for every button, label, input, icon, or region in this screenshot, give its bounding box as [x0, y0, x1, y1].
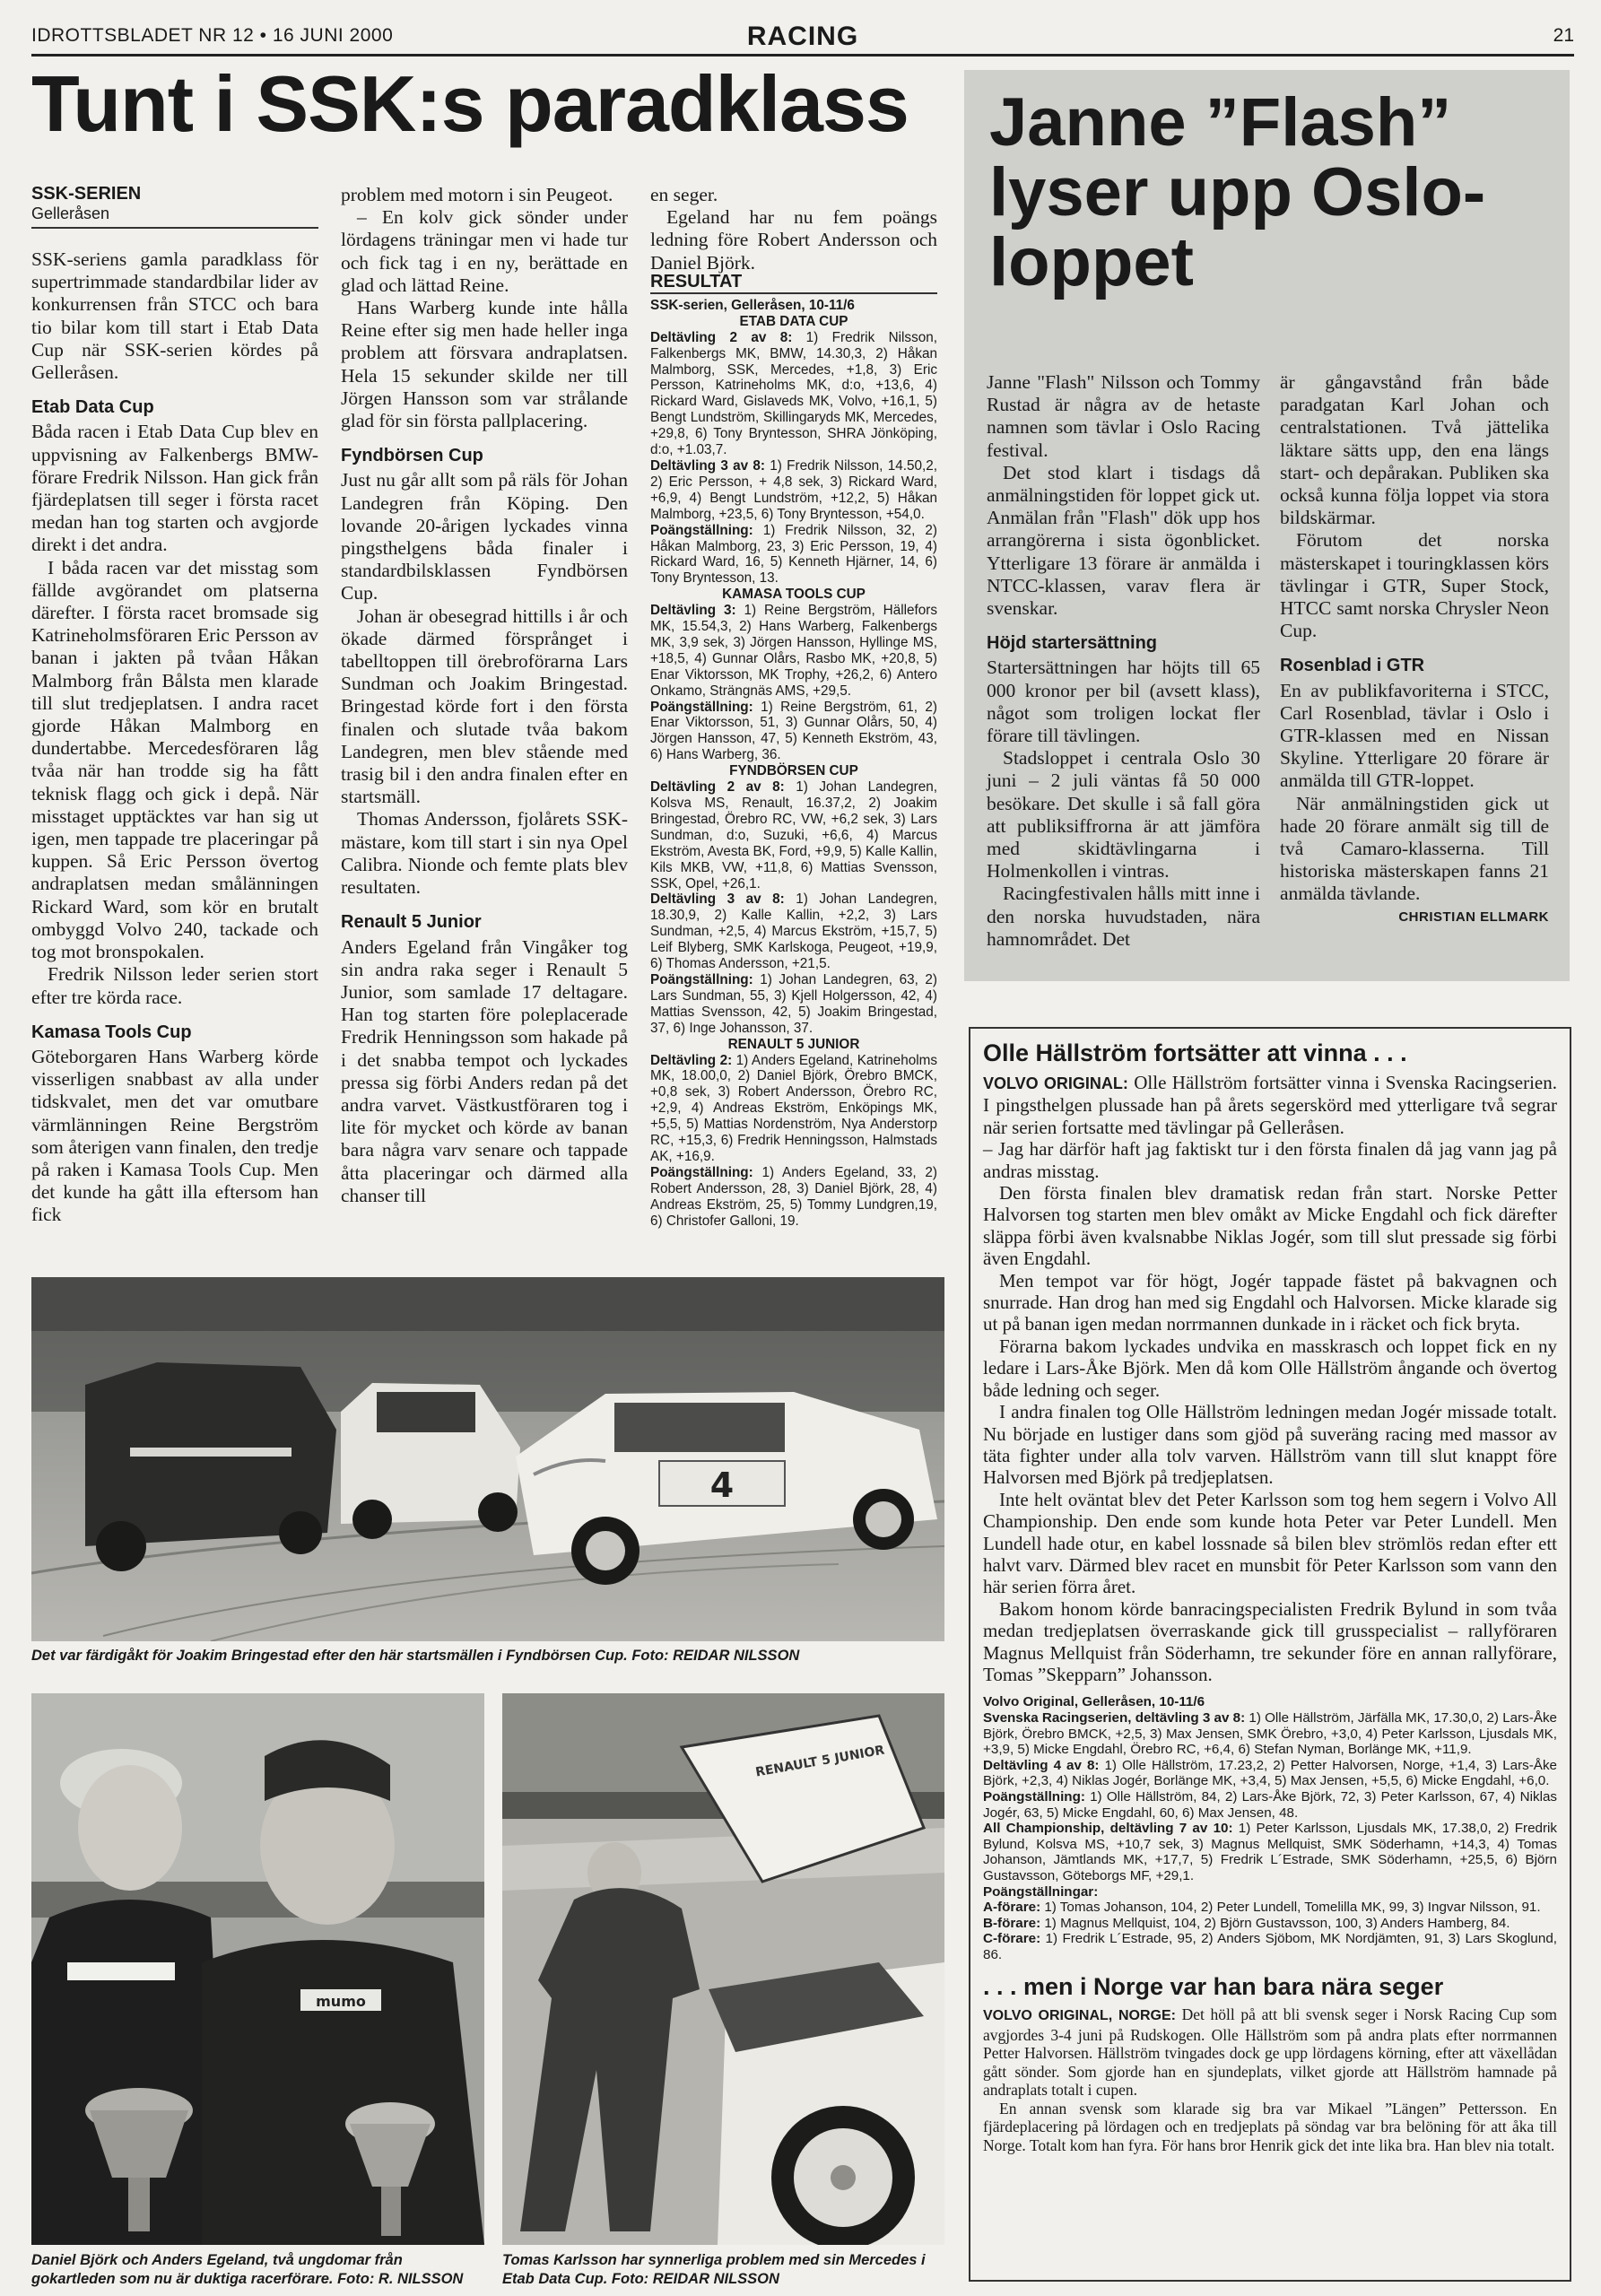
results-table	[650, 262, 937, 1229]
janne-article	[964, 70, 1570, 981]
olle-paragraph: En annan svensk som klarade sig bra var Mikael ”Längen” Pettersson. En fjärdeplacering på lördagen och en tredjeplats på söndag var bra belöning för att åka till Norge. Totalt kom han fyra. För hans bror Henrik gick det inte lika bra. Han blev nia totalt.	[983, 2099, 1557, 2154]
janne-paragraph: När anmälningstiden gick ut hade 20 förare anmält sig till de två Camaro-klasserna. Till historiska mästerskapen fanns 21 anmälda tävlande.	[1280, 792, 1549, 905]
ssk-paragraph: Båda racen i Etab Data Cup blev en uppvisning av Falkenbergs BMW-förare Fredrik Nilsson. Han gick från fjärdeplatsen till seger i första racet medan han tog starten och avgjorde direkt i det andra.	[31, 421, 319, 556]
masthead-issue: IDROTTSBLADET NR 12 • 16 JUNI 2000	[31, 25, 394, 46]
olle-title: Olle Hällström fortsätter att vinna . . .	[983, 1039, 1407, 1066]
olle-paragraph: Förarna bakom lyckades undvika en masskrasch och loppet fick en ny ledare i Lars-Åke Björk. Men då kom Olle Hällström ångande och övertog både ledning och seger.	[983, 1335, 1557, 1401]
hood-plate-label: RENAULT 5 JUNIOR	[754, 1743, 886, 1780]
results-class: ETAB DATA CUP	[739, 313, 848, 329]
drivers-photo	[31, 1693, 484, 2245]
ssk-column-3	[650, 184, 937, 274]
results-entry: A-förare: 1) Tomas Johanson, 104, 2) Peter Lundell, Tomelilla MK, 99, 3) Ingvar Nilsson, 91.	[983, 1900, 1541, 1916]
ssk-paragraph: Anders Egeland från Vingåker tog sin andra raka seger i Renault 5 Junior, som samlade 17 deltagare. Han tog starten före poleplacerade Fredrik Henningsson som hakade på i det snabba tempot och lyckades pressa sig förbi Anders redan på det andra varvet. Västkustföraren tog i lite för mycket och körde av banan bara några varv senare och tappade åtta placeringar och därmed alla chanser till	[341, 935, 628, 1206]
results-entry: Deltävling 2 av 8: 1) Johan Landegren, Kolsva MS, Renault, 16.37,2, 2) Joakim Bringestad, Örebro RC, VW, +6,2 sek, 3) Lars Sundman, d:o, Suzuki, +6,6, 4) Marcus Ekström, Avesta BK, Ford, +9,9, 5) Kalle Kallin, Kils MKB, VW, +11,8, 6) Mattias Svensson, SSK, Opel, +26,1.	[650, 779, 937, 891]
janne-subhead-rosenblad: Rosenblad i GTR	[1280, 656, 1425, 676]
janne-paragraph: Det stod klart i tisdags då anmälningstiden för loppet gick ut. Anmälan från "Flash" dök upp hos arrangörerna i sista ögonblicket. Ytterligare 13 förare är anmälda i NTCC-klassen, varav flera är svenskar.	[987, 461, 1260, 620]
ssk-column-1	[31, 184, 318, 1227]
results-entry: B-förare: 1) Magnus Mellquist, 104, 2) Björn Gustavsson, 100, 3) Anders Hamberg, 84.	[983, 1915, 1510, 1931]
mechanic-photo-image	[502, 1693, 944, 2245]
janne-paragraph: Janne "Flash" Nilsson och Tommy Rustad är några av de hetaste namnen som tävlar i Oslo Racing festival.	[987, 371, 1260, 461]
results-entry: Poängställningar:	[983, 1883, 1099, 1900]
results-entry: Poängställning: 1) Anders Egeland, 33, 2) Robert Andersson, 28, 3) Daniel Björk, 28, 4) Andreas Ekström, 25, 5) Tommy Lundgren,19, 6) Christofer Galloni, 19.	[650, 1164, 937, 1229]
janne-headline: Janne ”Flash” lyser upp Oslo-loppet	[989, 84, 1486, 300]
ssk-paragraph: Thomas Andersson, fjolårets SSK-mästare, kom till start i sin nya Opel Calibra. Nionde och femte plats blev resultaten.	[341, 808, 628, 899]
results-entry: All Championship, deltävling 7 av 10: 1) Peter Karlsson, Ljusdals MK, 17.38,0, 2) Fredrik Bylund, Kolsva MS, +10,7 sek, 3) Magnus Mellquist, SMK Söderhamn, +14,3, 4) Tomas Johanson, Jämtlands MK, +17,7, 5) Fredrik L´Estrade, SMK Söderhamn, +25,5, 6) Björn Gustavsson, Göteborgs MF, +29,1.	[983, 1821, 1557, 1883]
ssk-paragraph: Just nu går allt som på räls för Johan Landegren från Köping. Den lovande 20-årigen lyckades vinna pingsthelgens båda finaler i standardbilsklassen Fyndbörsen Cup.	[341, 469, 628, 604]
results-event: Volvo Original, Gelleråsen, 10-11/6	[983, 1694, 1205, 1710]
mechanic-photo-caption: Tomas Karlsson har synnerliga problem med sin Mercedes i Etab Data Cup. Foto: REIDAR NILSSON	[502, 2252, 926, 2287]
janne-paragraph: Stadsloppet i centrala Oslo 30 juni – 2 juli väntas få 50 000 besökare. Det skulle i så fall göra att publiksiffrorna är att jämföra med skidtävlingarna i Holmenkollen i vintras.	[987, 747, 1260, 883]
ssk-subhead-kamasa: Kamasa Tools Cup	[31, 1022, 192, 1042]
olle-body	[983, 1072, 1557, 1685]
ssk-column-2	[341, 184, 628, 1207]
olle-results	[983, 1694, 1557, 1962]
ssk-paragraph: problem med motorn i sin Peugeot.	[341, 184, 613, 205]
results-event: SSK-serien, Gelleråsen, 10-11/6	[650, 297, 855, 313]
olle-paragraph: I andra finalen tog Olle Hällström ledningen medan Jogér missade totalt. Nu började en lustiger dans som gjöd på suveräng racing med massor av täta fighter under alla tolv varven. Hällström vann till slut knappt före Halvorsen med Björk på tredjeplatsen.	[983, 1401, 1557, 1489]
ssk-kicker: SSK-SERIEN	[31, 184, 142, 204]
ssk-headline: Tunt i SSK:s paradklass	[31, 59, 909, 148]
olle-paragraph: Men tempot var för högt, Jogér tappade fästet på bakvagnen och snurrade. Han drog han med sig Engdahl och Halvorsen. Micke klarade sig ut på banan igen medan norrmannen dunkade in i räcket och fick bryta.	[983, 1269, 1557, 1335]
results-class: RENAULT 5 JUNIOR	[727, 1036, 860, 1052]
results-entry: Poängställning: 1) Reine Bergström, 61, 2) Enar Viktorsson, 51, 3) Gunnar Olårs, 50, 4) Jörgen Hansson, 47, 5) Kenneth Ekström, 43, 6) Hans Warberg, 36.	[650, 699, 937, 763]
race-photo	[31, 1277, 944, 1641]
ssk-paragraph: Fredrik Nilsson leder serien stort efter tre körda race.	[31, 963, 318, 1008]
results-entry: Poängställning: 1) Fredrik Nilsson, 32, 2) Håkan Malmborg, 23, 3) Eric Persson, 19, 4) Rickard Ward, 16, 5) Kenneth Hjärner, 14, 6) Tony Bryntesson, 13.	[650, 522, 937, 587]
janne-byline: CHRISTIAN ELLMARK	[1398, 909, 1549, 925]
race-photo-caption: Det var färdigåkt för Joakim Bringestad efter den här startsmällen i Fyndbörsen Cup. Foto: REIDAR NILSSON	[31, 1648, 800, 1664]
ssk-paragraph: Johan är obesegrad hittills i år och ökade därmed försprånget i tabelltoppen till örebroförarna Lars Sundman och Joakim Bringestad. Bringestad körde fort i den första finalen och slutade tvåa bakom Landegren, men blev stående med trasig bil i den andra finalen efter en startsmäll.	[341, 604, 628, 808]
janne-paragraph: Racingfestivalen hålls mitt inne i den norska huvudstaden, nära hamnområdet. Det	[987, 883, 1260, 950]
results-entry: Poängställning: 1) Olle Hällström, 84, 2) Lars-Åke Björk, 72, 3) Peter Karlsson, 67, 4) Niklas Jogér, 63, 5) Micke Engdahl, 60, 6) Max Jensen, 48.	[983, 1788, 1557, 1821]
janne-subhead-hojd: Höjd startersättning	[987, 633, 1158, 654]
janne-column-2	[1280, 371, 1549, 928]
section-title: RACING	[746, 22, 859, 51]
drivers-photo-image	[31, 1693, 484, 2245]
results-class: FYNDBÖRSEN CUP	[729, 763, 858, 779]
ssk-paragraph: Göteborgaren Hans Warberg körde visserligen snabbast av alla under tidskvalet, men det var omutbare värmlänningen Reine Bergström som återigen vann finalen, den tredje på raken i Kamasa Tools Cup. Men det kunde ha gått illa eftersom han fick	[31, 1045, 318, 1226]
ssk-paragraph: Egeland har nu fem poängs ledning före Robert Andersson och Daniel Björk.	[650, 206, 937, 274]
ssk-subhead-etab: Etab Data Cup	[31, 397, 154, 418]
results-class: KAMASA TOOLS CUP	[722, 587, 866, 603]
results-entry: Deltävling 3 av 8: 1) Johan Landegren, 18.30,9, 2) Kalle Kallin, +2,2, 3) Lars Sundman, +2,5, 4) Marcus Ekström, +15,7, 5) Leif Blyberg, SMK Karlskoga, Peugeot, +19,9, 6) Thomas Andersson, +21,5.	[650, 891, 937, 972]
mechanic-photo	[502, 1693, 944, 2245]
olle-norway-title: . . . men i Norge var han bara nära seger	[983, 1973, 1444, 2001]
olle-box	[969, 1027, 1571, 2282]
janne-column-1	[987, 371, 1260, 951]
olle-paragraph: VOLVO ORIGINAL: Olle Hällström fortsätter vinna i Svenska Racingserien. I pingsthelgen plussade han på årets segerskörd med ytterligare två segrar när serien fortsatte med tävlingar på Gelleråsen.	[983, 1072, 1557, 1138]
ssk-kicker-location: Gelleråsen	[31, 204, 318, 229]
olle-paragraph: VOLVO ORIGINAL, NORGE: Det höll på att bli svensk seger i Norsk Racing Cup som avgjordes 3-4 juni på Rudskogen. Olle Hällström som på andra plats efter norrmannen Petter Halvorsen. Hällström tvingades dock ge upp lördagens körning, efter att växellådan gått sönder. Som gjorde han en sjundeplats, vilket gjorde att Hällström hamnade på andraplats totalt i cupen.	[983, 2005, 1557, 2100]
olle-paragraph: Inte helt oväntat blev det Peter Karlsson som tog hem segern i Volvo All Championship. Den ende som kunde hota Peter var Peter Lundell. Men Lundell hade otur, en kabel lossnade så bilen blev strömlös redan efter ett halvt varv. Därmed blev racet en munsbit för Peter Karlsson som vann den här serien förra året.	[983, 1488, 1557, 1598]
masthead	[31, 22, 1574, 57]
ssk-paragraph: SSK-seriens gamla paradklass för supertrimmade standardbilar lider av konkurrensen från STCC och bara tio bilar kom till start i Etab Data Cup när SSK-serien kördes på Gelleråsen.	[31, 248, 318, 384]
results-entry: Deltävling 3: 1) Reine Bergström, Hällefors MK, 15.54,3, 2) Hans Warberg, Falkenbergs MK, 3,9 sek, 3) Jörgen Hansson, Hyllinge MS, +18,5, 4) Gunnar Olårs, Rasbo MK, +20,8, 5) Enar Viktorsson, MK Trophy, +26,2, 6) Antero Onkamo, Strängnäs AMS, +29,5.	[650, 603, 938, 699]
results-entry: Deltävling 4 av 8: 1) Olle Hällström, 17.23,2, 2) Petter Halvorsen, Norge, +1,4, 3) Lars-Åke Björk, +2,3, 4) Niklas Jogér, Borlänge MK, +3,4, 5) Max Jensen, +5,5, 6) Micke Engdahl, +6,0.	[983, 1757, 1557, 1789]
janne-paragraph: Förutom det norska mästerskapet i touringklassen körs tävlingar i GTR, Super Stock, HTCC samt norska Chrysler Neon Cup.	[1280, 529, 1549, 642]
drivers-photo-caption: Daniel Björk och Anders Egeland, två ungdomar från gokartleden som nu är duktiga racerförare. Foto: R. NILSSON	[31, 2252, 464, 2287]
ssk-paragraph: – En kolv gick sönder under lördagens träningar men vi hade tur och fick tag i en ny, berättade en glad och lättad Reine.	[341, 206, 628, 296]
results-entry: Deltävling 3 av 8: 1) Fredrik Nilsson, 14.50,2, 2) Eric Persson, + 4,8 sek, 3) Rickard Ward, +6,9, 4) Bengt Lundström, +12,2, 5) Håkan Malmborg, +23,5, 6) Tony Bryntesson, +54,0.	[650, 457, 937, 522]
ssk-subhead-renault: Renault 5 Junior	[341, 912, 482, 933]
results-entry: Poängställning: 1) Johan Landegren, 63, 2) Lars Sundman, 55, 3) Kjell Holgersson, 42, 4) Mattias Svensson, 42, 5) Joakim Bringestad, 37, 6) Inge Johansson, 37.	[650, 971, 937, 1036]
olle-norway-body	[983, 2005, 1557, 2154]
results-entry: Deltävling 2 av 8: 1) Fredrik Nilsson, Falkenbergs MK, BMW, 14.30,3, 2) Håkan Malmborg, SSK, Mercedes, +1,8, 3) Eric Persson, Katrineholms MK, d:o, +13,6, 4) Rickard Ward, Gislaveds MK, Volvo, +16,1, 5) Bengt Lundström, Skillingaryds MK, Mercedes, +29,8, 6) Tony Bryntesson, SHRA Jönköping, d:o, +1.03,7.	[650, 329, 937, 458]
car-number-label: 4	[709, 1465, 735, 1505]
results-entry: Deltävling 2: 1) Anders Egeland, Katrineholms MK, 18.00,0, 2) Daniel Björk, Örebro BMCK, +0,8 sek, 3) Robert Andersson, Örebro RC, +2,9, 4) Andreas Ekström, Enköpings MK, +5,5, 5) Mattias Nordenström, Nya Anderstorp RC, +15,3, 6) Fredrik Henningsson, Halmstads AK, +16,9.	[650, 1052, 937, 1164]
race-photo-image	[31, 1277, 944, 1641]
results-entry: C-förare: 1) Fredrik L´Estrade, 95, 2) Anders Sjöbom, MK Nordjämten, 91, 3) Lars Skoglund, 86.	[983, 1931, 1557, 1962]
ssk-paragraph: Hans Warberg kunde inte hålla Reine efter sig men hade heller inga problem att försvara andraplatsen. Hela 15 sekunder skilde ner till Jörgen Hansson som var strålande glad för sin första pallplacering.	[341, 297, 628, 432]
page-number: 21	[1553, 25, 1574, 46]
olle-paragraph: – Jag har därför haft jag faktiskt tur i den första finalen då jag vann jag på andras misstag.	[983, 1138, 1557, 1182]
results-entry: Svenska Racingserien, deltävling 3 av 8: 1) Olle Hällström, Järfälla MK, 17.30,0, 2) Lars-Åke Björk, Örebro BMCK, +2,5, 3) Max Jensen, SMK Örebro, +3,0, 4) Peter Karlsson, Ljusdals MK, +3,9, 5) Micke Engdahl, Örebro RC, +6,4, 6) Stefan Nyman, Borlänge MK, +11,9.	[983, 1709, 1557, 1758]
results-heading: RESULTAT	[650, 274, 937, 294]
ssk-subhead-fyndborsen: Fyndbörsen Cup	[341, 446, 483, 466]
olle-paragraph: Bakom honom körde banracingspecialisten Fredrik Bylund in som tvåa medan tredjeplatsen överraskande gick till grusspecialist – rallyföraren Magnus Mellquist från Söderhamn, tre sekunder före en annan rallyförare, Tomas ”Skepparn” Johansson.	[983, 1597, 1557, 1685]
janne-paragraph: Startersättningen har höjts till 65 000 kronor per bil (avsett klass), något som troligen lockat fler förare till tävlingen.	[987, 657, 1260, 747]
janne-paragraph: är gångavstånd från både paradgatan Karl Johan och centralstationen. Två jättelika läktare sätts upp, den ena längs start- och depårakan. Publiken ska också kunna följa loppet via stora bildskärmar.	[1280, 371, 1549, 529]
cap-brand-label: mumo	[316, 1993, 366, 2010]
ssk-paragraph: I båda racen var det misstag som fällde avgörandet om platserna därefter. I första racet bromsade sig Katrineholmsföraren Eric Persson av banan i jakten på tvåan Håkan Malmborg från Bålsta men klarade till slut tredjeplatsen. I andra racet gjorde Håkan Malmborg en dundertabbe. Mercedesföraren låg tvåa när han trodde sig ha fått teknisk flagg och gick i depå. När misstaget upptäcktes var han sig ut igen, men tappade tre placeringar på kuppen. Så Eric Persson övertog andraplatsen medan smålänningen Rickard Ward, som kör en brutalt ombyggd Volvo 240, tackade och tog mot bronspokalen.	[31, 556, 318, 963]
olle-paragraph: Den första finalen blev dramatisk redan från start. Norske Petter Halvorsen tog starten men blev omåkt av Micke Engdahl och fick därefter släppa förbi även kvalsnabbe Niklas Jogér, som till slut pressade sig förbi även Engdahl.	[983, 1182, 1557, 1270]
janne-paragraph: En av publikfavoriterna i STCC, Carl Rosenblad, tävlar i Oslo i GTR-klassen med en Nissan Skyline. Ytterligare 20 förare är anmälda till GTR-loppet.	[1280, 679, 1549, 792]
ssk-paragraph: en seger.	[650, 184, 718, 205]
